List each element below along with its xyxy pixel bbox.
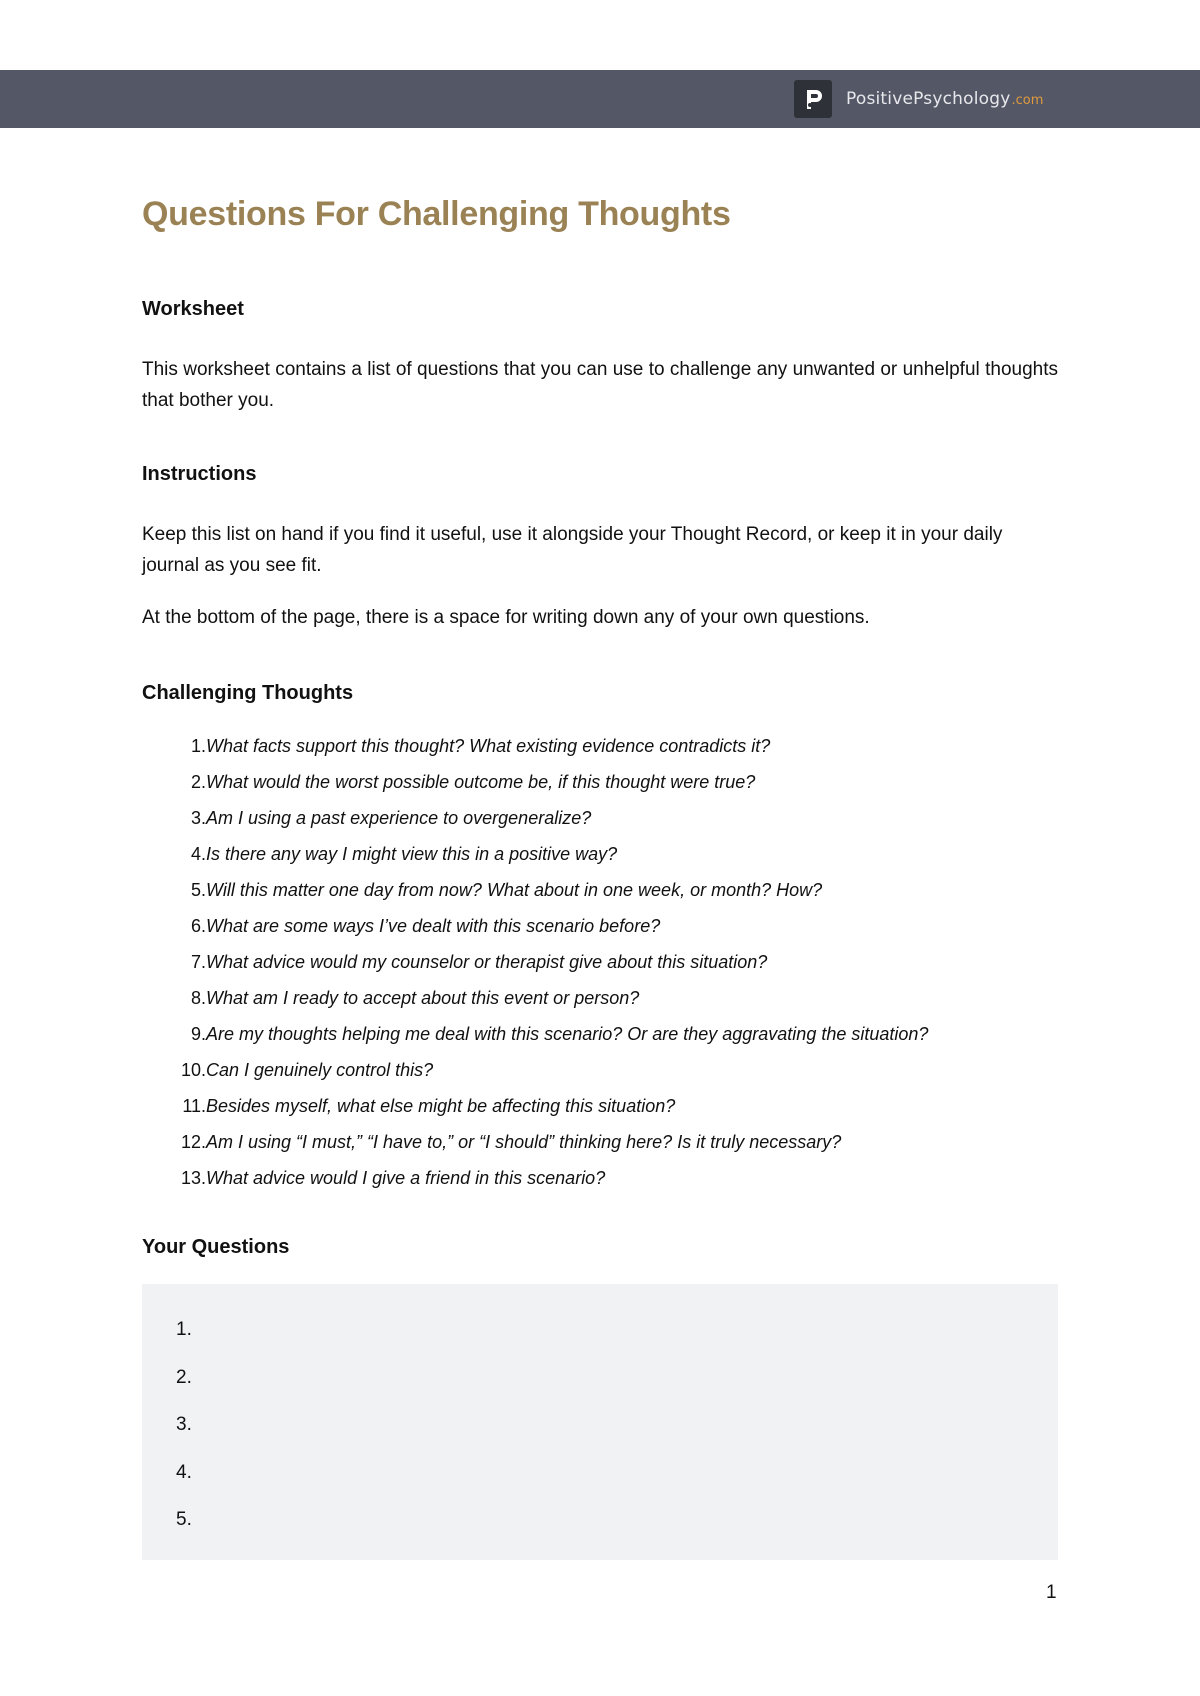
page-number: 1 — [1046, 1582, 1057, 1603]
answer-line-number: 2. — [176, 1366, 192, 1388]
question-text: What facts support this thought? What existing evidence contradicts it? — [206, 736, 771, 756]
question-text: What advice would I give a friend in this scenario? — [206, 1168, 606, 1188]
brand-tld: .com — [1011, 92, 1044, 108]
question-text: Is there any way I might view this in a positive way? — [206, 844, 618, 864]
question-text: Am I using “I must,” “I have to,” or “I should” thinking here? Is it truly necessary? — [206, 1132, 842, 1152]
instructions-heading: Instructions — [142, 463, 257, 485]
list-item — [142, 800, 1058, 836]
question-text: Are my thoughts helping me deal with this scenario? Or are they aggravating the situation? — [206, 1024, 929, 1044]
question-text: What are some ways I’ve dealt with this scenario before? — [206, 916, 661, 936]
question-number: 11. — [182, 1096, 206, 1116]
question-number: 9. — [190, 1024, 206, 1044]
question-text: What would the worst possible outcome be, if this thought were true? — [206, 772, 756, 792]
list-item — [142, 728, 1058, 764]
list-item — [142, 836, 1058, 872]
list-item — [142, 980, 1058, 1016]
question-number: 1. — [190, 736, 206, 756]
question-number: 3. — [190, 808, 206, 828]
instructions-paragraph-1: Keep this list on hand if you find it useful, use it alongside your Thought Record, or keep it in your daily journal as you see fit. — [142, 524, 1003, 576]
question-number: 5. — [190, 880, 206, 900]
list-item — [142, 1124, 1058, 1160]
list-item — [142, 872, 1058, 908]
your-questions-list — [176, 1306, 192, 1544]
list-item — [142, 764, 1058, 800]
list-item — [142, 908, 1058, 944]
answer-line-number: 5. — [176, 1509, 192, 1530]
positivepsychology-logo-icon — [794, 80, 832, 118]
challenging-questions-list — [142, 728, 1058, 1196]
list-item — [142, 1088, 1058, 1124]
your-questions-answer-box[interactable] — [142, 1284, 1058, 1560]
list-item — [142, 1016, 1058, 1052]
worksheet-heading: Worksheet — [142, 298, 244, 320]
question-text: What am I ready to accept about this event or person? — [206, 988, 640, 1008]
answer-line-number: 1. — [176, 1319, 192, 1340]
worksheet-description: This worksheet contains a list of questions that you can use to challenge any unwanted or unhelpful thoughts that bother you. — [142, 359, 1058, 411]
page-title: Questions For Challenging Thoughts — [142, 195, 731, 233]
answer-line-number: 4. — [176, 1461, 192, 1483]
question-text: Will this matter one day from now? What about in one week, or month? How? — [206, 880, 823, 900]
question-number: 12. — [180, 1132, 206, 1152]
brand-name: PositivePsychology — [846, 89, 1011, 109]
question-number: 13. — [180, 1168, 206, 1188]
answer-line-number: 3. — [176, 1414, 192, 1435]
question-number: 6. — [190, 916, 206, 936]
header-bar — [0, 70, 1200, 128]
list-item — [142, 1160, 1058, 1196]
question-number: 7. — [190, 952, 206, 972]
your-questions-heading: Your Questions — [142, 1236, 290, 1258]
question-text: Can I genuinely control this? — [206, 1060, 434, 1080]
brand[interactable] — [794, 80, 1043, 118]
question-number: 10. — [180, 1060, 206, 1080]
question-text: Besides myself, what else might be affecting this situation? — [206, 1096, 676, 1116]
question-number: 4. — [190, 844, 206, 864]
question-text: Am I using a past experience to overgeneralize? — [206, 808, 592, 828]
question-number: 8. — [190, 988, 206, 1008]
question-number: 2. — [190, 772, 206, 792]
list-item — [142, 944, 1058, 980]
list-item — [142, 1052, 1058, 1088]
question-text: What advice would my counselor or therapist give about this situation? — [206, 952, 768, 972]
instructions-paragraph-2: At the bottom of the page, there is a space for writing down any of your own questions. — [142, 607, 870, 628]
challenging-thoughts-heading: Challenging Thoughts — [142, 682, 354, 704]
